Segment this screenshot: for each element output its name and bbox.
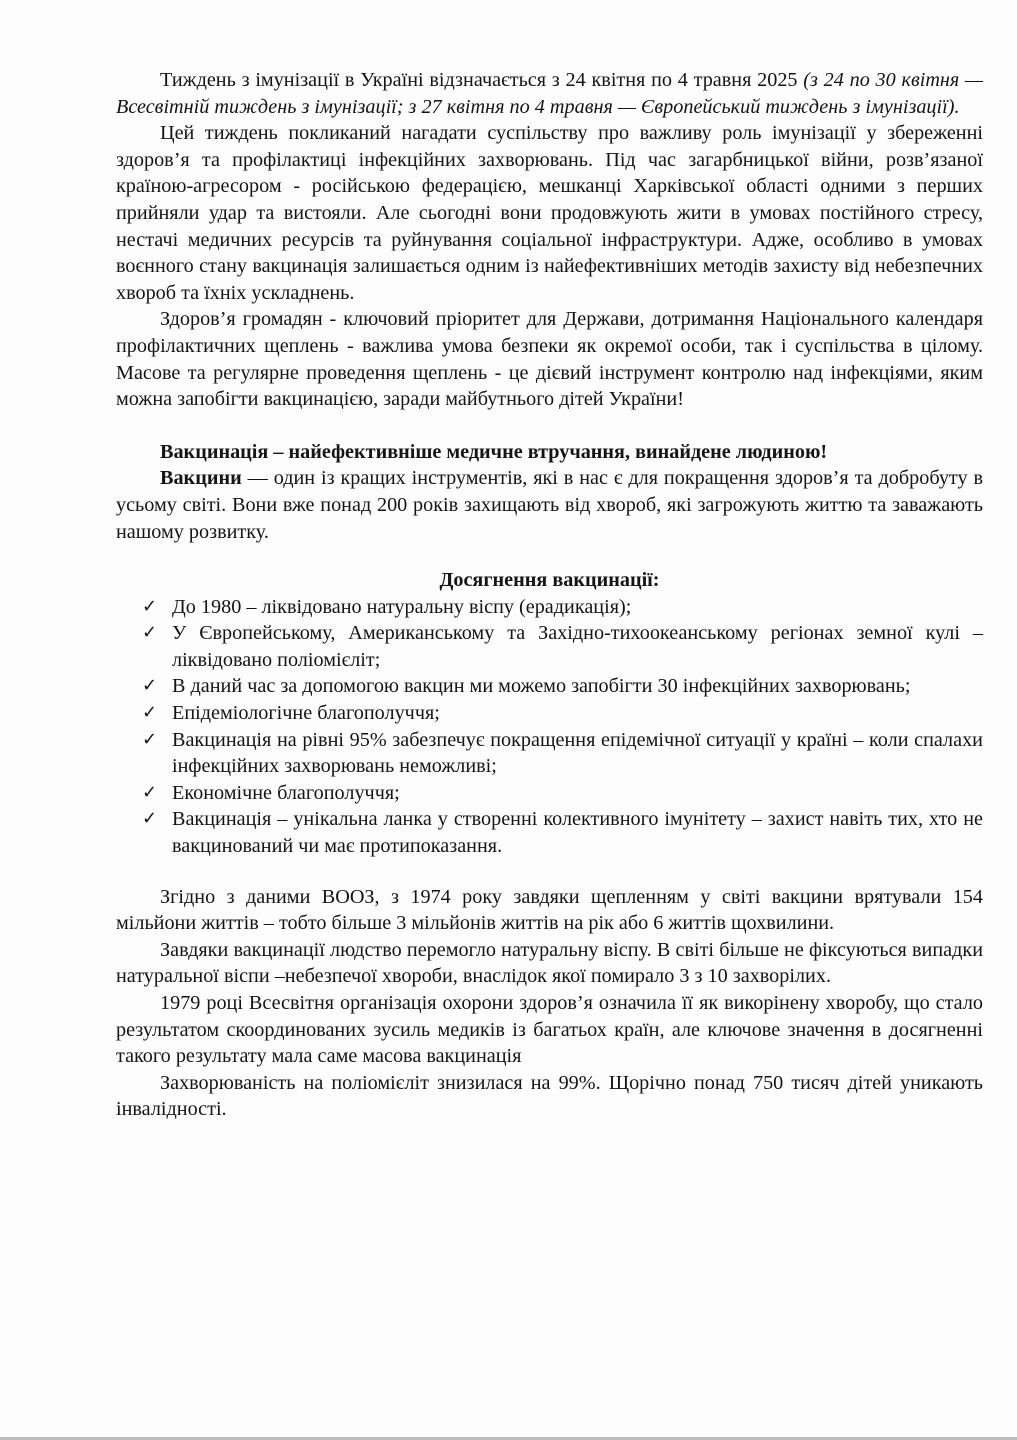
intro-paragraph	[116, 67, 983, 120]
paragraph-vaccines	[116, 465, 983, 545]
list-item	[116, 700, 983, 727]
list-item	[116, 727, 983, 780]
intro-italic-note: (з 24 по 30 квітня — Всесвітній тиждень з імунізації; з 27 квітня по 4 травня — Європейський тиждень з імунізації).	[116, 69, 984, 118]
document-body	[116, 67, 983, 1123]
vaccines-text: — один із кращих інструментів, які в нас є для покращення здоров’я та добробуту в усьому світі. Вони вже понад 200 років захищають від хвороб, які загрожують життю та заважають нашому розвитку.	[116, 467, 983, 543]
checkmark-icon: ✓	[142, 728, 158, 750]
paragraph-1979: 1979 році Всесвітня організація охорони здоров’я означила її як викорінену хворобу, що стало результатом скоординованих зусиль медиків із багатьох країн, але ключове значення в досягненні такого результату мала саме масова вакцинація	[116, 992, 983, 1068]
list-item	[116, 594, 983, 621]
paragraph-who-data: Згідно з даними ВООЗ, з 1974 року завдяки щепленням у світі вакцини врятували 154 мільйони життів – тобто більше 3 мільйонів життів на рік або 6 життів щохвилини.	[116, 885, 983, 935]
checkmark-icon: ✓	[142, 702, 158, 724]
spacer	[116, 860, 983, 884]
checkmark-icon: ✓	[142, 675, 158, 697]
achievements-list	[116, 594, 983, 860]
achievements-title: Досягнення вакцинації:	[439, 569, 660, 592]
vaccines-lead: Вакцини	[160, 467, 242, 490]
list-item-text: До 1980 – ліквідовано натуральну віспу (ерадикація);	[172, 595, 632, 618]
list-item-text: Економічне благополуччя;	[172, 781, 400, 804]
list-item	[116, 620, 983, 673]
paragraph-war-context: Цей тиждень покликаний нагадати суспільству про важливу роль імунізації у збереженні здоров’я та профілактиці інфекційних захворювань. Під час загарбницької війни, розв’язаної країною-агресором - російською федерацією, мешканці Харківської області одними з перших прийняли удар та вистояли. Але сьогодні вони продовжують жити в умовах постійного стресу, нестачі медичних ресурсів та руйнування соціальної інфраструктури. Адже, особливо в умовах воєнного стану вакцинація залишається одним із найефективніших методів захисту від небезпечних хвороб та їхніх ускладнень.	[116, 122, 983, 304]
paragraph-state-priority: Здоров’я громадян - ключовий пріоритет для Держави, дотримання Національного календаря профілактичних щеплень - важлива умова безпеки як окремої особи, так і суспільства в цілому. Масове та регулярне проведення щеплень - це дієвий інструмент контролю над інфекціями, яким можна запобігти вакцинацією, заради майбутнього дітей України!	[116, 308, 983, 411]
spacer	[116, 413, 983, 439]
vaccination-heading: Вакцинація – найефективніше медичне втручання, винайдене людиною!	[160, 440, 828, 463]
checkmark-icon: ✓	[142, 622, 158, 644]
checkmark-icon: ✓	[142, 781, 158, 803]
list-item	[116, 780, 983, 807]
list-item	[116, 673, 983, 700]
checkmark-icon: ✓	[142, 808, 158, 830]
list-item-text: Епідеміологічне благополуччя;	[172, 702, 440, 725]
spacer	[116, 545, 983, 567]
checkmark-icon: ✓	[142, 595, 158, 617]
list-item-text: У Європейському, Американському та Західно-тихоокеанському регіонах земної кулі – ліквідовано поліомієліт;	[172, 622, 983, 671]
paragraph-smallpox: Завдяки вакцинації людство перемогло натуральну віспу. В світі більше не фіксуються випадки натуральної віспи –небезпечої хвороби, внаслідок якої помирало 3 з 10 захворілих.	[116, 938, 983, 988]
paragraph-polio: Захворюваність на поліомієліт знизилася на 99%. Щорічно понад 750 тисяч дітей уникають інвалідності.	[116, 1071, 983, 1121]
intro-text: Тиждень з імунізації в Україні відзначається з 24 квітня по 4 травня 2025	[160, 69, 804, 91]
list-item-text: Вакцинація на рівні 95% забезпечує покращення епідемічної ситуації у країні – коли спалахи інфекційних захворювань неможливі;	[172, 728, 983, 778]
list-item-text: В даний час за допомогою вакцин ми можемо запобігти 30 інфекційних захворювань;	[172, 675, 911, 698]
list-item-text: Вакцинація – унікальна ланка у створенні колективного імунітету – захист навіть тих, хто не вакцинований чи має протипоказання.	[172, 808, 983, 858]
list-item	[116, 806, 983, 859]
